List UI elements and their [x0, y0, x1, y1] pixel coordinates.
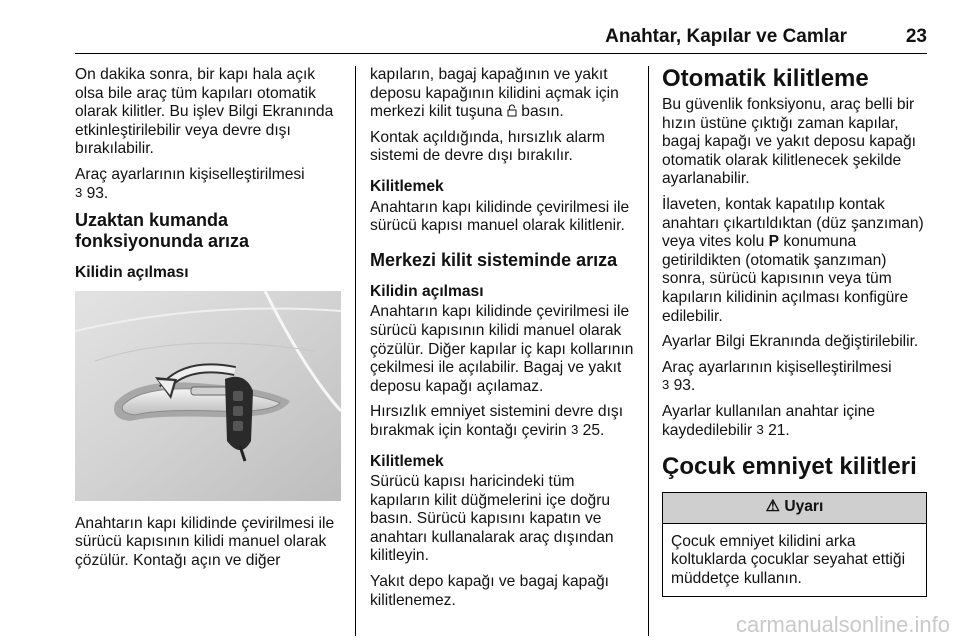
reference-arrow-icon: 3 [756, 421, 764, 437]
warning-header [663, 493, 926, 524]
page-number: 23 [905, 26, 927, 47]
warning-title: Uyarı [784, 498, 824, 516]
paragraph: Yakıt depo kapağı ve bagaj kapağı kilitlenemez. [370, 573, 609, 609]
paragraph-text: konumuna getirildikten (otomatik şanzıman) sonra, sürücü kapısının veya tüm kapıların kilidinin açılması konfigüre edilebilir. [662, 233, 909, 325]
reference-arrow-icon: 3 [571, 421, 579, 437]
paragraph: On dakika sonra, bir kapı hala açık olsa bile araç tüm kapıları otomatik olarak kilitler. Bu işlev Bilgi Ekranında etkinleştirilebilir veya devre dışı bırakılabilir. [75, 66, 334, 158]
subheading: Kilidin açılması [75, 264, 189, 282]
column-divider [648, 66, 649, 636]
section-heading: Merkezi kilit sisteminde arıza [370, 249, 618, 270]
paragraph-text: kapıların, bagaj kapağının ve yakıt deposu kapağının kilidini açmak için merkezi kilit tuşuna [370, 66, 619, 121]
gear-position-label: P [768, 233, 780, 251]
paragraph [662, 359, 927, 396]
page-reference[interactable]: 93. [86, 184, 109, 202]
reference-arrow-icon: 3 [75, 184, 83, 200]
paragraph-text: Araç ayarlarının kişiselleştirilmesi [75, 165, 305, 183]
paragraph-text: Ayarlar kullanılan anahtar içine kaydedilebilir [662, 402, 875, 439]
paragraph-text: Araç ayarlarının kişiselleştirilmesi [662, 358, 892, 376]
header-rule [75, 53, 927, 54]
reference-arrow-icon: 3 [662, 377, 670, 393]
subheading: Kilitlemek [370, 177, 444, 195]
page-reference[interactable]: 25. [582, 421, 605, 439]
paragraph-text: basın. [521, 103, 564, 121]
door-key-illustration [75, 291, 341, 501]
section-heading: Otomatik kilitleme [662, 65, 869, 92]
column-2 [370, 66, 638, 617]
paragraph: Sürücü kapısı haricindeki tüm kapıların kilit düğmelerini içe doğru basın. Sürücü kapısını kapatın ve anahtarı kullanalarak araç dışından kilitleyin. [370, 473, 614, 565]
paragraph [370, 66, 638, 122]
page-reference[interactable]: 93. [673, 377, 696, 395]
page-header [75, 26, 927, 54]
page-reference[interactable]: 21. [768, 421, 790, 439]
section-heading: Uzaktan kumanda fonksiyonunda arıza [75, 210, 250, 252]
warning-text: Çocuk emniyet kilidini arka koltuklarda çocuklar seyahat ettiği müddetçe kullanın. [671, 532, 906, 587]
warning-box [662, 492, 927, 597]
subheading: Kilitlemek [370, 452, 444, 470]
paragraph-text: Hırsızlık emniyet sistemini devre dışı bırakmak için kontağı çevirin [370, 403, 624, 439]
paragraph: Anahtarın kapı kilidinde çevirilmesi ile sürücü kapısı manuel olarak kilitlenir. [370, 198, 630, 235]
column-3 [662, 66, 927, 597]
column-1 [75, 66, 341, 578]
watermark: carmanualsonline.info [735, 612, 950, 637]
paragraph: Anahtarın kapı kilidinde çevirilmesi ile sürücü kapısının kilidi manuel olarak çözülür. Diğer kapılar iç kapı kollarının çekilmesi ile açılabilir. Bagaj ve yakıt deposu kapağı açılamaz. [370, 303, 634, 395]
paragraph-text: İlaveten, kontak kapatılıp kontak anahtarı çıkartıldıktan (düz şanzıman) veya vites kolu [662, 195, 924, 251]
paragraph [662, 196, 927, 326]
figure-caption: Anahtarın kapı kilidinde çevirilmesi ile sürücü kapısının kilidi manuel olarak çözülür. Kontağı açın ve diğer [75, 514, 335, 569]
section-title: Anahtar, Kapılar ve Camlar [605, 26, 847, 47]
column-divider [355, 66, 356, 636]
paragraph [662, 403, 927, 440]
lock-icon [507, 104, 517, 117]
paragraph: Kontak açıldığında, hırsızlık alarm sistemi de devre dışı bırakılır. [370, 128, 605, 165]
subheading: Kilidin açılması [370, 282, 484, 300]
paragraph: Ayarlar Bilgi Ekranında değiştirilebilir. [662, 333, 919, 351]
section-heading: Çocuk emniyet kilitleri [662, 453, 917, 481]
paragraph [370, 403, 638, 440]
warning-icon: ⚠ [765, 498, 780, 516]
paragraph: Bu güvenlik fonksiyonu, araç belli bir hızın üstüne çıktığı zaman kapılar, bagaj kapağı ve yakıt deposu kapağı otomatik olarak kilitlenecek şekilde ayarlanabilir. [662, 96, 917, 188]
paragraph [75, 166, 341, 203]
